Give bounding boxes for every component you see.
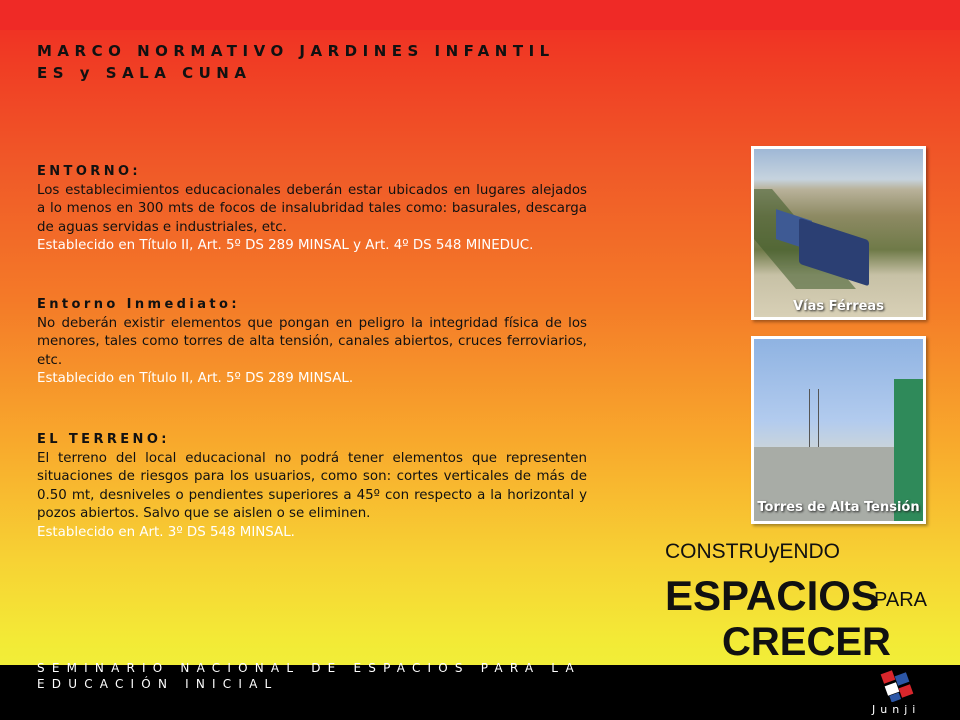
slogan-line1: CONSTRUyENDO (665, 540, 841, 563)
photo-power-towers (751, 336, 926, 524)
section-entorno-inmediato (37, 296, 587, 389)
section-body: Los establecimientos educacionales deberán estar ubicados en lugares alejados a lo menos en 300 mts de focos de insalubridad tales como: basurales, descarga de aguas servidas e industriales, etc. (37, 182, 587, 235)
section-reference: Establecido en Título II, Art. 5º DS 289 MINSAL y Art. 4º DS 548 MINEDUC. (37, 238, 534, 253)
section-reference: Establecido en Art. 3º DS 548 MINSAL. (37, 524, 295, 540)
section-heading: EL TERRENO: (37, 432, 170, 447)
top-red-bar (0, 0, 960, 30)
section-body: No deberán existir elementos que pongan en peligro la integridad física de los menores, tales como torres de alta tensión, canales abiertos, cruces ferroviarios, etc. (37, 315, 587, 368)
footer-text: SEMINARIO NACIONAL DE ESPACIOS PARA LA EDUCACIÓN INICIAL (37, 661, 581, 691)
section-terreno (37, 431, 587, 542)
photo-railway (751, 146, 926, 320)
logo-text: Junji (872, 703, 921, 716)
junji-logo-icon (878, 670, 916, 702)
section-heading: ENTORNO: (37, 164, 142, 179)
slogan-line2: ESPACIOS (665, 572, 879, 619)
slide-title: MARCO NORMATIVO JARDINES INFANTIL ES y SALA CUNA (37, 42, 555, 82)
slogan-line3: CRECER (722, 620, 891, 664)
section-body: El terreno del local educacional no podrá tener elementos que representen situaciones de riesgos para los usuarios, como son: cortes verticales de más de 0.50 mt, desniveles o pendientes superiores a 45º con respecto a la horizontal y pozos abiertos. Salvo que se aislen o se eliminen. (37, 450, 587, 521)
photo-caption: Torres de Alta Tensión (757, 500, 920, 515)
photo-caption: Vías Férreas (793, 299, 884, 314)
section-reference: Establecido en Título II, Art. 5º DS 289 MINSAL. (37, 371, 354, 386)
section-entorno (37, 163, 587, 256)
section-heading: Entorno Inmediato: (37, 297, 240, 312)
slogan-line2-small: PARA (874, 589, 927, 611)
